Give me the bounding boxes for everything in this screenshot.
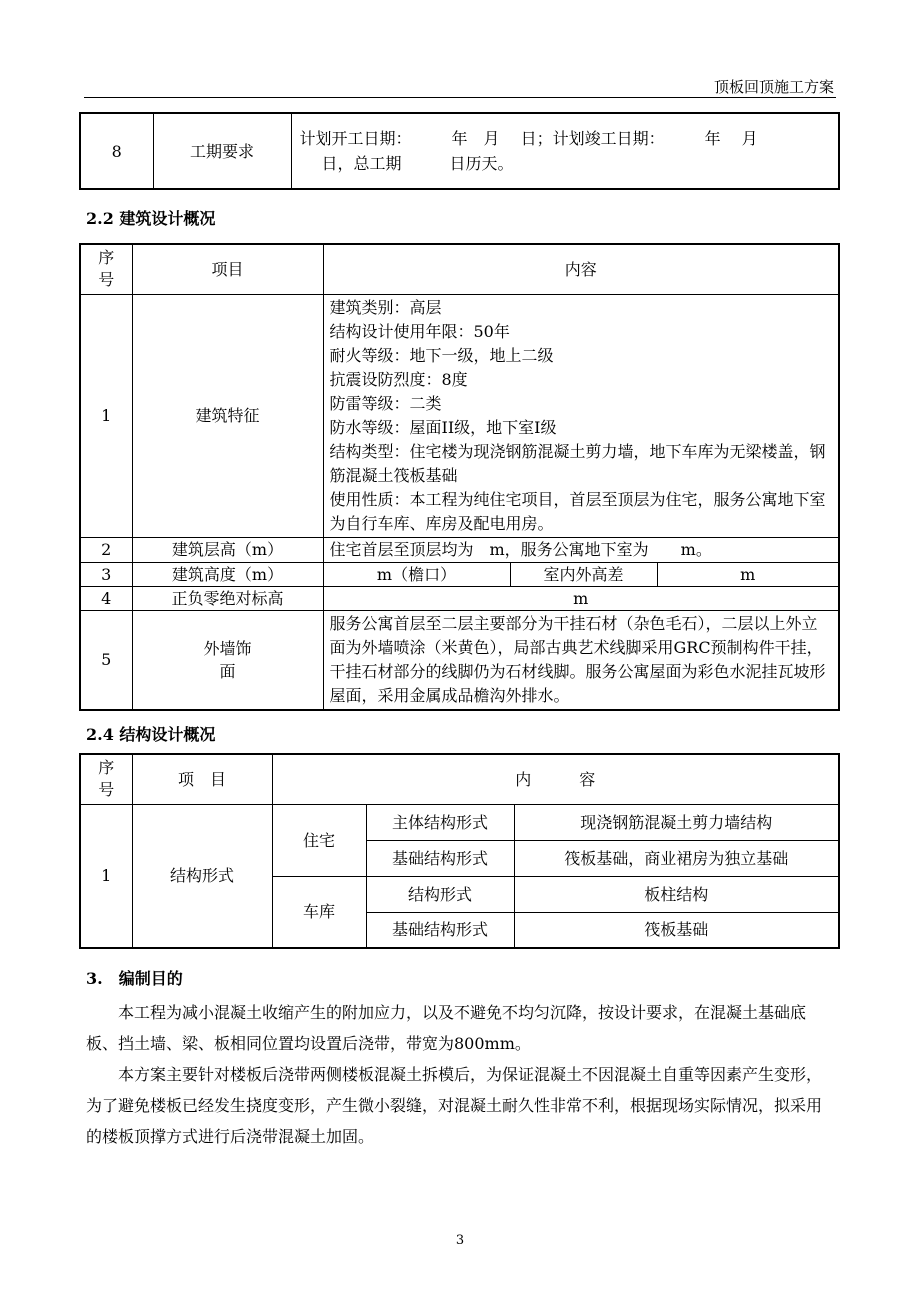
struct-g1-label2: 基础结构形式	[366, 840, 514, 876]
page-number: 3	[455, 1233, 465, 1248]
section-heading-architecture: 2.2 建筑设计概况	[86, 209, 216, 228]
arch-row1-no: 1	[80, 294, 132, 537]
arch-line-2: 结构设计使用年限：50年	[329, 321, 510, 341]
arch-row2-item: 建筑层高（m）	[132, 537, 323, 562]
arch-row5-content: 服务公寓首层至二层主要部分为干挂石材（杂色毛石），二层以上外立面为外墙喷涂（米黄色），局部古典艺术线脚采用GRC预制构件干挂，干挂石材部分的线脚仍为石材线脚。服务公寓屋面为彩色水泥挂瓦坡形屋面，采用金属成品檐沟外排水。	[323, 610, 839, 710]
arch-line-8: 使用性质：本工程为纯住宅项目，首层至顶层为住宅，服务公寓地下室为自行车库、库房及配电用房。	[329, 489, 826, 533]
arch-row2-content: 住宅首层至顶层均为 m，服务公寓地下室为 m。	[323, 537, 839, 562]
struct-g2-label2: 基础结构形式	[366, 912, 514, 948]
arch-row5-no: 5	[80, 610, 132, 710]
header-rule	[84, 97, 836, 98]
document-header-title: 顶板回顶施工方案	[713, 78, 834, 96]
schedule-line-1: 计划开工日期： 年 月 日；计划竣工日期： 年 月	[299, 129, 758, 148]
struct-g2-value1: 板柱结构	[514, 876, 839, 912]
architecture-table	[79, 243, 840, 711]
structure-table	[79, 753, 840, 949]
purpose-paragraph-2: 本方案主要针对楼板后浇带两侧楼板混凝土拆模后，为保证混凝土不因混凝土自重等因素产生变形，为了避免楼板已经发生挠度变形，产生微小裂缝，对混凝土耐久性非常不利，根据现场实际情况，拟采用的楼板顶撑方式进行后浇带混凝土加固。	[86, 1065, 823, 1146]
arch-row3-content1: m（檐口）	[323, 562, 510, 586]
schedule-line-2: 日，总工期 日历天。	[321, 154, 514, 173]
struct-g2-value2: 筏板基础	[514, 912, 839, 948]
arch-row1-item: 建筑特征	[132, 294, 323, 537]
arch-header-content: 内容	[323, 244, 839, 294]
struct-row1-no: 1	[80, 804, 132, 948]
arch-line-4: 抗震设防烈度：8度	[329, 369, 468, 389]
struct-group-residential: 住宅	[272, 804, 366, 876]
arch-row4-item: 正负零绝对标高	[132, 586, 323, 610]
schedule-item: 工期要求	[153, 113, 291, 189]
arch-row5-item: 外墙饰面	[132, 610, 323, 710]
arch-row3-no: 3	[80, 562, 132, 586]
arch-header-no: 序号	[80, 244, 132, 294]
struct-header-item: 项 目	[132, 754, 272, 804]
arch-line-6: 防水等级：屋面II级，地下室I级	[329, 417, 557, 437]
arch-row3-label2: 室内外高差	[510, 562, 657, 586]
arch-row1-content	[323, 294, 839, 537]
struct-header-no: 序号	[80, 754, 132, 804]
struct-group-garage: 车库	[272, 876, 366, 948]
purpose-paragraph-1: 本工程为减小混凝土收缩产生的附加应力，以及不避免不均匀沉降，按设计要求，在混凝土基础底板、挡土墙、梁、板相同位置均设置后浇带，带宽为800mm。	[86, 1003, 807, 1053]
struct-g1-label1: 主体结构形式	[366, 804, 514, 840]
struct-g2-label1: 结构形式	[366, 876, 514, 912]
struct-g1-value2: 筏板基础，商业裙房为独立基础	[514, 840, 839, 876]
schedule-table	[79, 112, 840, 190]
struct-row1-item: 结构形式	[132, 804, 272, 948]
arch-line-1: 建筑类别：高层	[329, 297, 442, 317]
arch-header-item: 项目	[132, 244, 323, 294]
arch-row2-no: 2	[80, 537, 132, 562]
arch-row4-content: m	[323, 586, 839, 610]
arch-row4-no: 4	[80, 586, 132, 610]
section-heading-structure: 2.4 结构设计概况	[86, 725, 216, 744]
struct-header-content: 内 容	[272, 754, 839, 804]
schedule-content	[291, 113, 839, 189]
struct-g1-value1: 现浇钢筋混凝土剪力墙结构	[514, 804, 839, 840]
arch-line-3: 耐火等级：地下一级，地上二级	[329, 345, 554, 365]
arch-row3-item: 建筑高度（m）	[132, 562, 323, 586]
arch-row3-content2: m	[657, 562, 839, 586]
section-heading-purpose: 3. 编制目的	[86, 969, 183, 988]
arch-line-7: 结构类型：住宅楼为现浇钢筋混凝土剪力墙，地下车库为无梁楼盖，钢筋混凝土筏板基础	[329, 441, 826, 485]
arch-line-5: 防雷等级：二类	[329, 393, 442, 413]
schedule-no: 8	[80, 113, 153, 189]
